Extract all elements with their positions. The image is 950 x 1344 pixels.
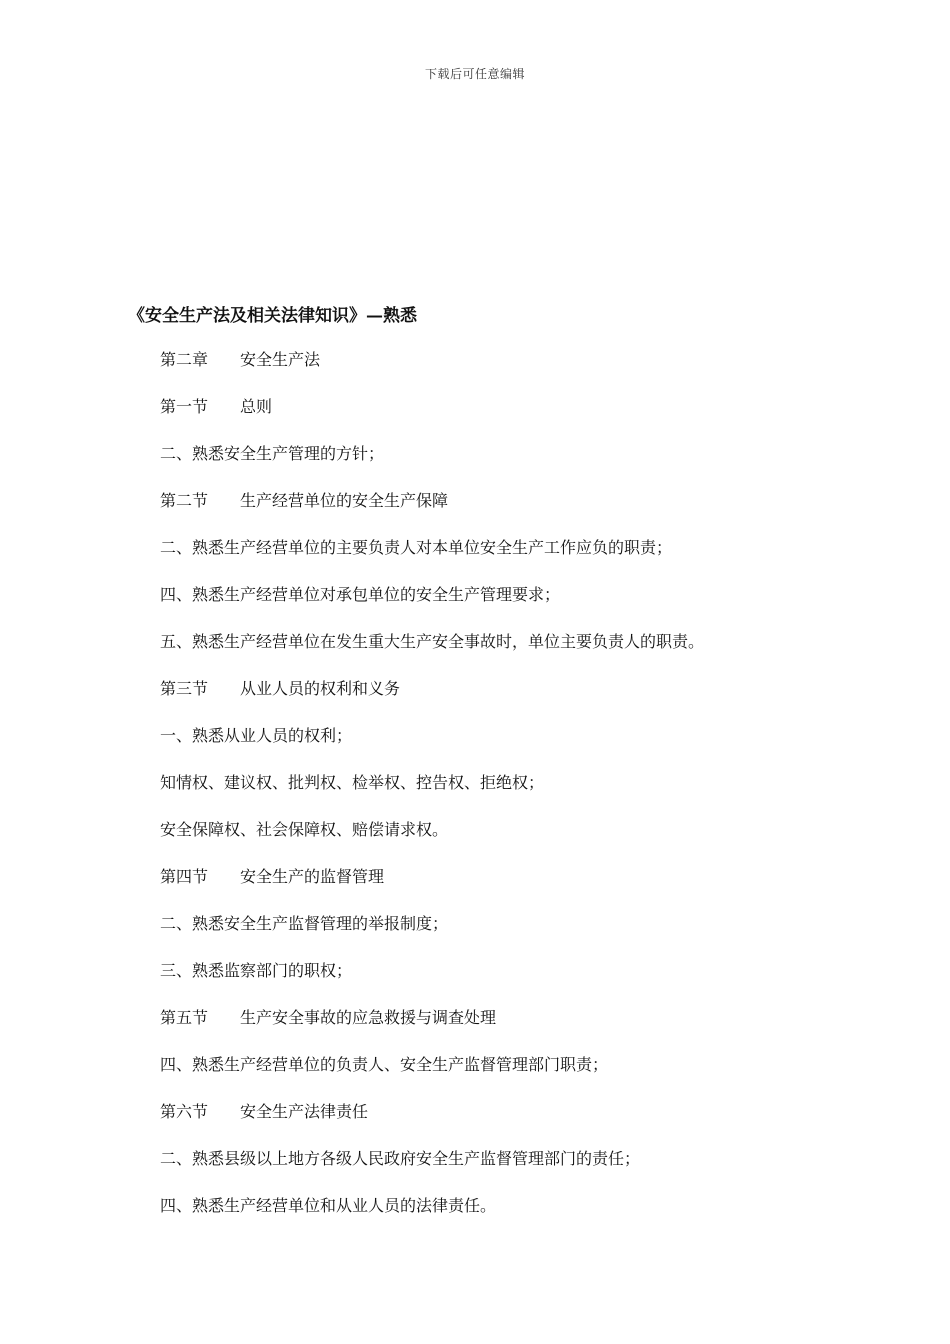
section-number: 第六节 (160, 1102, 209, 1121)
section-title: 从业人员的权利和义务 (240, 679, 401, 698)
section-number: 第二章 (160, 350, 209, 369)
section-number: 第四节 (160, 867, 209, 886)
section-heading (160, 347, 920, 394)
section-title: 安全生产法律责任 (240, 1102, 369, 1121)
content-line: 三、熟悉监察部门的职权； (160, 961, 353, 980)
section-number: 第二节 (160, 491, 209, 510)
section-heading (160, 676, 920, 723)
content-line: 四、熟悉生产经营单位和从业人员的法律责任。 (160, 1196, 497, 1215)
content-line: 五、熟悉生产经营单位在发生重大生产安全事故时，单位主要负责人的职责。 (160, 632, 705, 651)
document-title: 《安全生产法及相关法律知识》—熟悉 (128, 306, 417, 326)
section-heading (160, 488, 920, 535)
content-line: 四、熟悉生产经营单位对承包单位的安全生产管理要求； (160, 585, 561, 604)
page-header-note: 下载后可任意编辑 (424, 67, 525, 81)
content-line: 二、熟悉安全生产管理的方针； (160, 444, 385, 463)
content-line: 四、熟悉生产经营单位的负责人、安全生产监督管理部门职责； (160, 1055, 609, 1074)
section-title: 安全生产的监督管理 (240, 867, 385, 886)
section-title: 总则 (240, 397, 273, 416)
section-heading (160, 1005, 920, 1052)
section-number: 第一节 (160, 397, 209, 416)
document-body (160, 347, 920, 1240)
section-heading (160, 394, 920, 441)
section-number: 第五节 (160, 1008, 209, 1027)
section-title: 生产经营单位的安全生产保障 (240, 491, 449, 510)
section-title: 安全生产法 (240, 350, 321, 369)
section-number: 第三节 (160, 679, 209, 698)
section-heading (160, 864, 920, 911)
content-line: 安全保障权、社会保障权、赔偿请求权。 (160, 820, 449, 839)
content-line: 二、熟悉生产经营单位的主要负责人对本单位安全生产工作应负的职责； (160, 538, 673, 557)
content-line: 二、熟悉安全生产监督管理的举报制度； (160, 914, 449, 933)
section-heading (160, 1099, 920, 1146)
content-line: 一、熟悉从业人员的权利； (160, 726, 353, 745)
section-title: 生产安全事故的应急救援与调查处理 (240, 1008, 497, 1027)
content-line: 二、熟悉县级以上地方各级人民政府安全生产监督管理部门的责任； (160, 1149, 641, 1168)
content-line: 知情权、建议权、批判权、检举权、控告权、拒绝权； (160, 773, 545, 792)
